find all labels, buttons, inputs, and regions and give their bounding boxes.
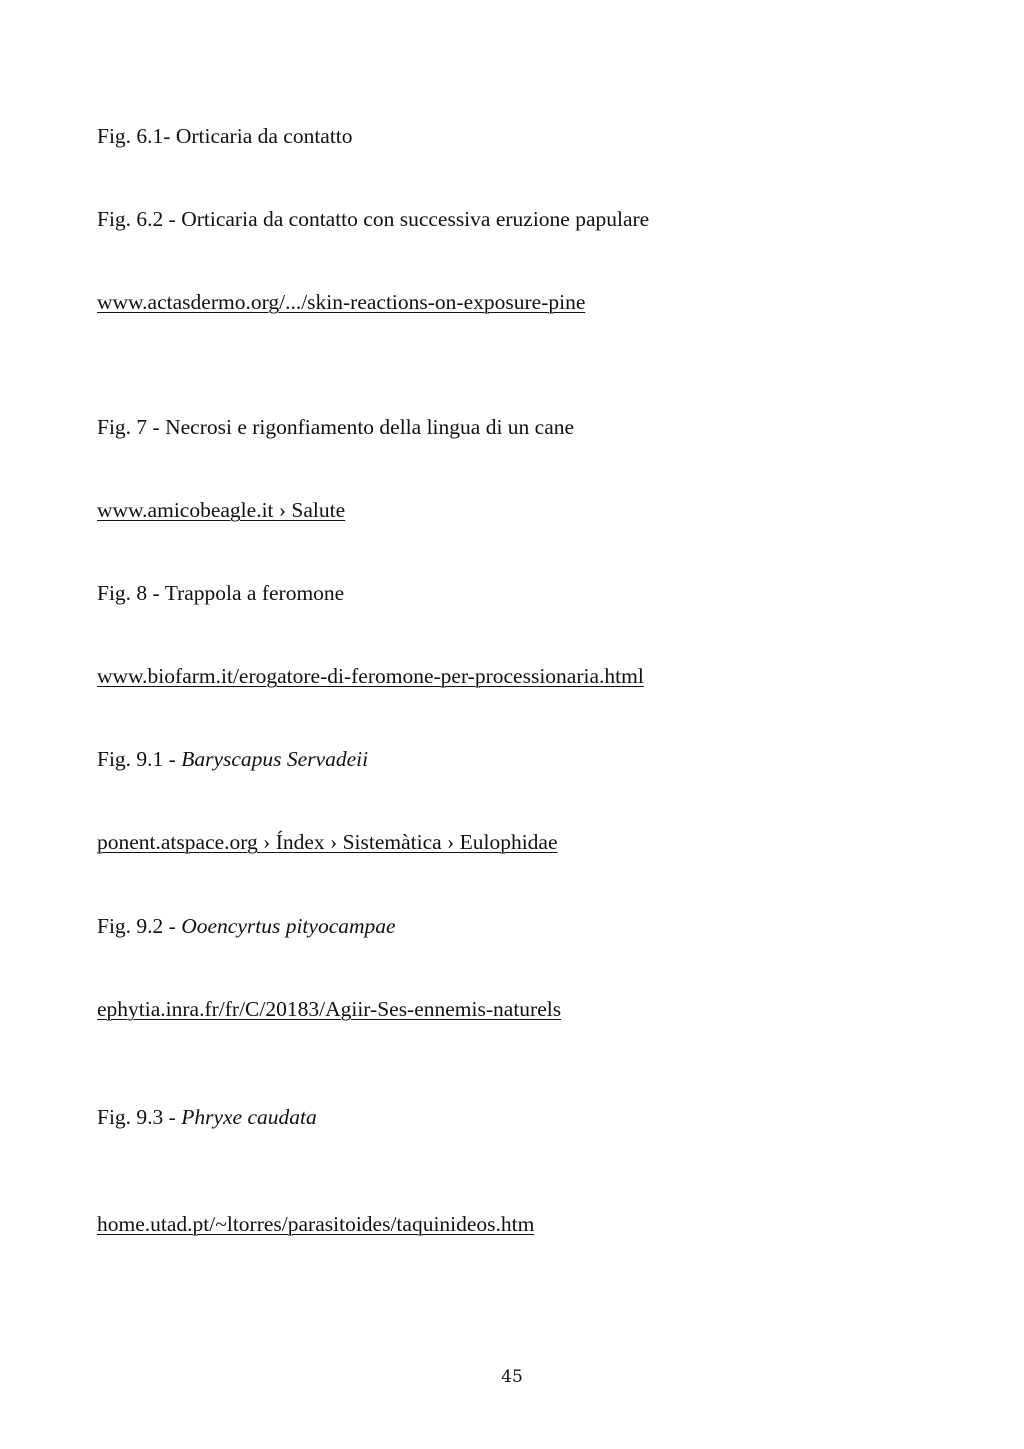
figure-caption-9-3 [97, 1104, 317, 1130]
source-link-row-7 [97, 497, 345, 523]
figure-caption-7 [97, 414, 574, 440]
source-link-ephytia[interactable]: ephytia.inra.fr/fr/C/20183/Agiir-Ses-ennemis-naturels [97, 997, 562, 1021]
source-link-row-9-3 [97, 1211, 534, 1237]
species-name: Ooencyrtus pityocampae [181, 914, 396, 938]
source-link-actasdermo[interactable]: www.actasdermo.org/.../skin-reactions-on-exposure-pine [97, 290, 586, 314]
figure-caption-9-1 [97, 746, 368, 772]
source-link-ponent[interactable]: ponent.atspace.org › Índex › Sistemàtica › Eulophidae [97, 830, 558, 854]
source-link-row-9-1 [97, 829, 558, 855]
figure-caption-6-2 [97, 206, 649, 232]
caption-text: Fig. 8 - Trappola a feromone [97, 581, 345, 605]
caption-prefix: Fig. 9.2 - [97, 914, 182, 938]
source-link-utad[interactable]: home.utad.pt/~ltorres/parasitoides/taquinideos.htm [97, 1212, 535, 1236]
source-link-row-8 [97, 663, 644, 689]
source-link-row-9-2 [97, 996, 561, 1022]
caption-text: Fig. 6.1- Orticaria da contatto [97, 124, 353, 148]
figure-caption-6-1 [97, 123, 353, 149]
caption-text: Fig. 7 - Necrosi e rigonfiamento della lingua di un cane [97, 415, 575, 439]
caption-prefix: Fig. 9.1 - [97, 747, 182, 771]
figure-caption-9-2 [97, 913, 396, 939]
page-number: 45 [501, 1367, 523, 1387]
species-name: Baryscapus Servadeii [181, 747, 369, 771]
source-link-row-6 [97, 289, 585, 315]
source-link-biofarm[interactable]: www.biofarm.it/erogatore-di-feromone-per-processionaria.html [97, 664, 644, 688]
caption-text: Fig. 6.2 - Orticaria da contatto con successiva eruzione papulare [97, 207, 650, 231]
source-link-amicobeagle[interactable]: www.amicobeagle.it › Salute [97, 498, 346, 522]
species-name: Phryxe caudata [181, 1105, 317, 1129]
figure-caption-8 [97, 580, 344, 606]
caption-prefix: Fig. 9.3 - [97, 1105, 182, 1129]
